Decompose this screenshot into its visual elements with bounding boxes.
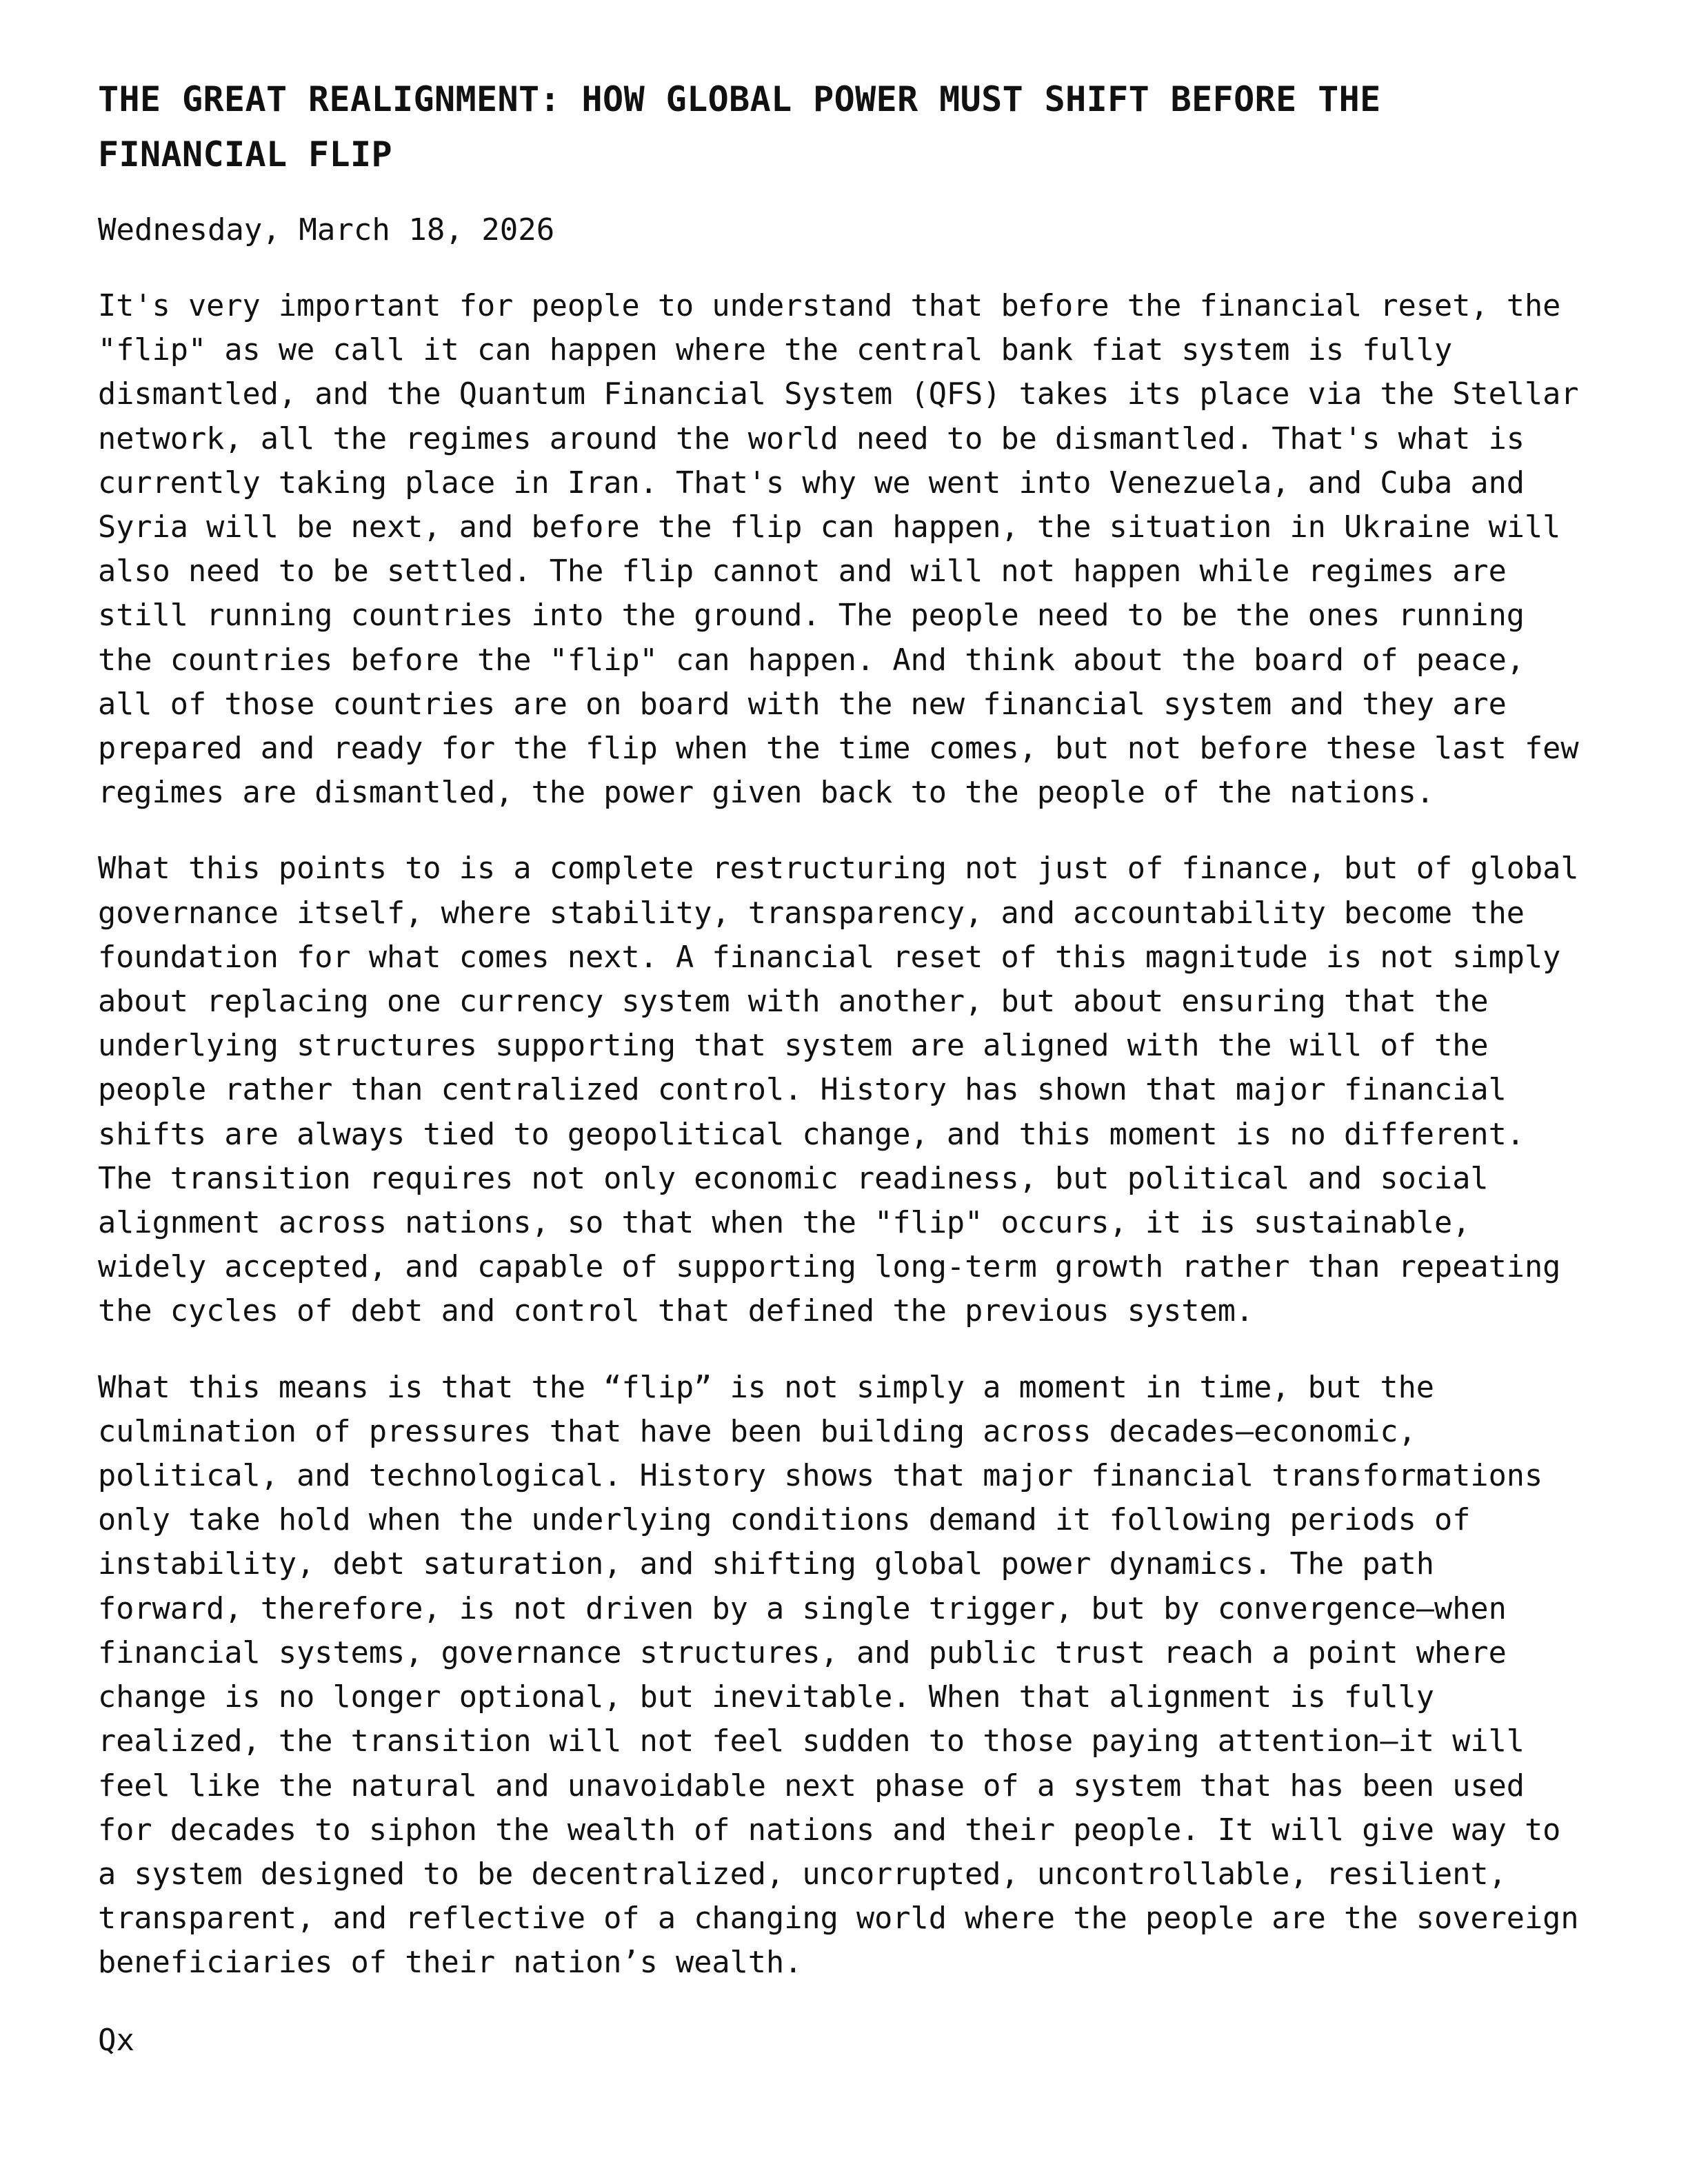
document-page [98, 72, 1587, 2063]
article-title: THE GREAT REALIGNMENT: HOW GLOBAL POWER MUST SHIFT BEFORE THE FINANCIAL FLIP [98, 79, 1381, 174]
article-date: Wednesday, March 18, 2026 [98, 212, 555, 247]
article-signature: Qx [98, 2022, 134, 2058]
article-paragraph-1: It's very important for people to understand that before the financial reset, the "flip" as we call it can happen where the central bank fiat system is fully dismantled, and the Quantum Financial System (QFS) takes its place via the Stellar network, all the regimes around the world need to be dismantled. That's what is currently taking place in Iran. That's why we went into Venezuela, and Cuba and Syria will be next, and before the flip can happen, the situation in Ukraine will also need to be settled. The flip cannot and will not happen while regimes are still running countries into the ground. The people need to be the ones running the countries before the "flip" can happen. And think about the board of peace, all of those countries are on board with the new financial system and they are prepared and ready for the flip when the time comes, but not before these last few regimes are dismantled, the power given back to the people of the nations. [98, 289, 1579, 811]
article-paragraph-2: What this points to is a complete restructuring not just of finance, but of global governance itself, where stability, transparency, and accountability become the foundation for what comes next. A financial reset of this magnitude is not simply about replacing one currency system with another, but about ensuring that the underlying structures supporting that system are aligned with the will of the people rather than centralized control. History has shown that major financial shifts are always tied to geopolitical change, and this moment is no different. The transition requires not only economic readiness, but political and social alignment across nations, so that when the "flip" occurs, it is sustainable, widely accepted, and capable of supporting long-term growth rather than repeating the cycles of debt and control that defined the previous system. [98, 851, 1579, 1329]
article-paragraph-3: What this means is that the “flip” is not simply a moment in time, but the culmination of pressures that have been building across decades—economic, political, and technological. History shows that major financial transformations only take hold when the underlying conditions demand it following periods of instability, debt saturation, and shifting global power dynamics. The path forward, therefore, is not driven by a single trigger, but by convergence—when financial systems, governance structures, and public trust reach a point where change is no longer optional, but inevitable. When that alignment is fully realized, the transition will not feel sudden to those paying attention—it will feel like the natural and unavoidable next phase of a system that has been used for decades to siphon the wealth of nations and their people. It will give way to a system designed to be decentralized, uncorrupted, uncontrollable, resilient, transparent, and reflective of a changing world where the people are the sovereign beneficiaries of their nation’s wealth. [98, 1370, 1579, 1981]
